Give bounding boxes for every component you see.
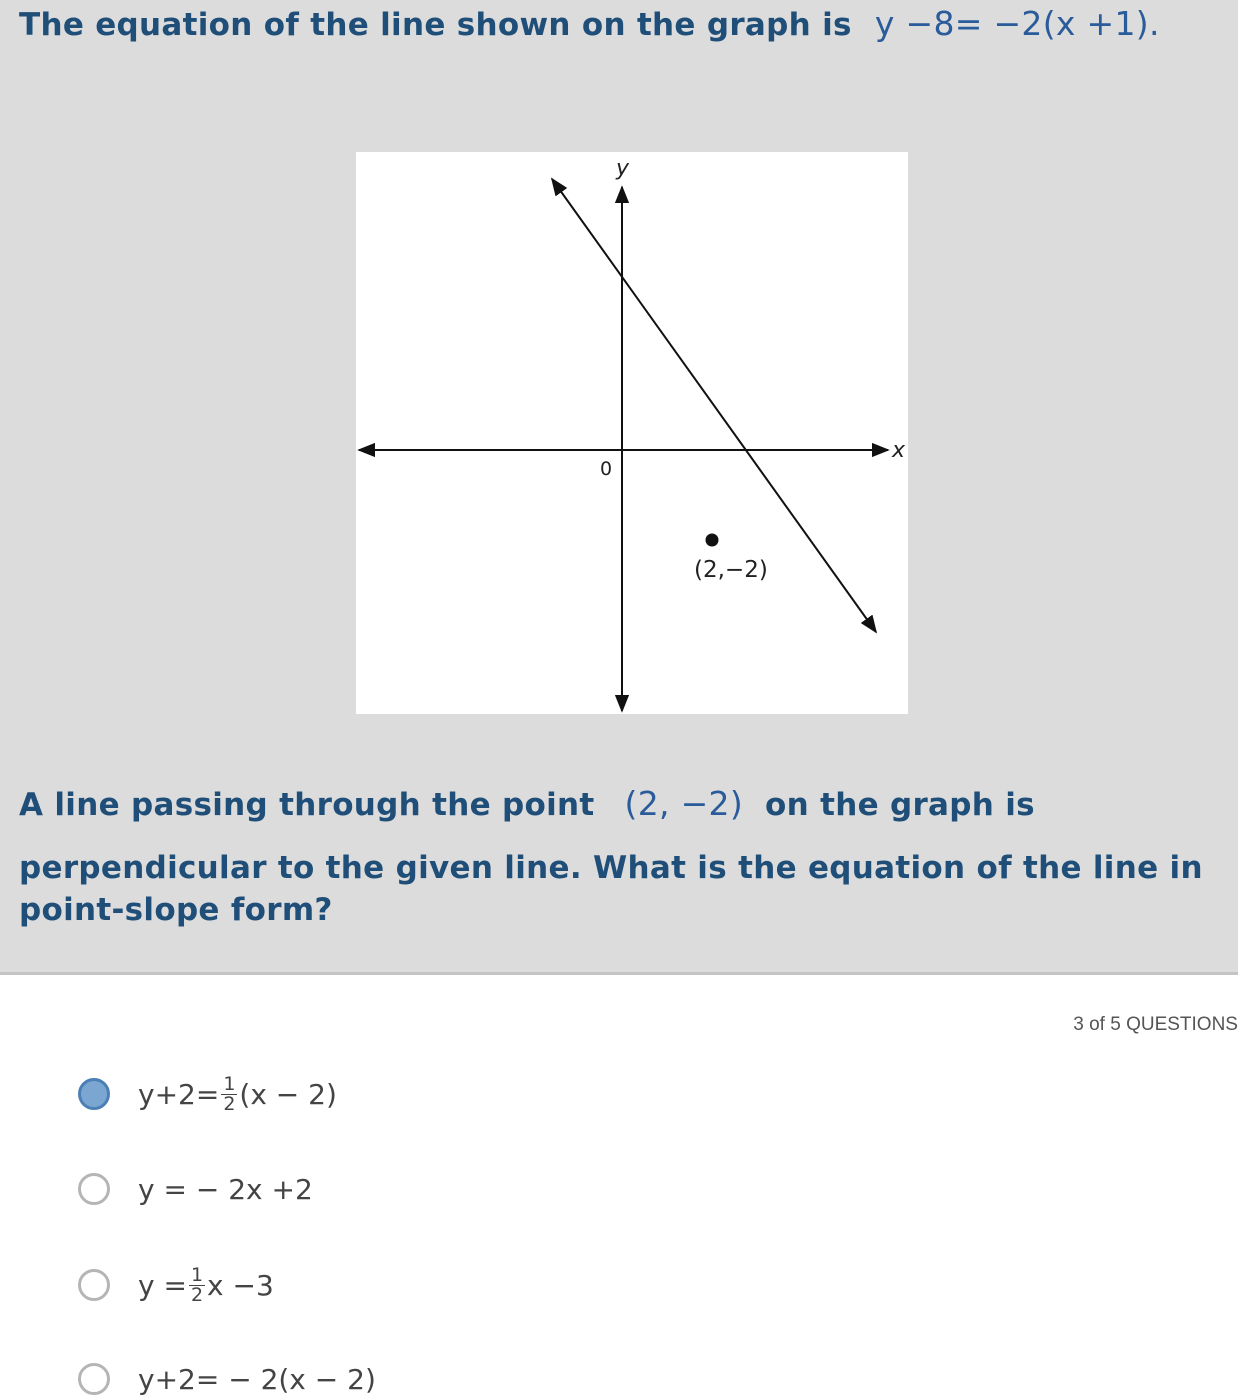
option-2-equation: y = − 2x +2 [138,1172,313,1206]
question-line-2 [19,784,1035,823]
radio-button[interactable] [78,1173,110,1205]
given-point: (2, −2) [624,784,744,823]
fraction: $\frac{1}{2}$ [223,1072,236,1115]
question-text-part-a: A line passing through the point [19,787,595,823]
question-intro [19,4,1160,43]
origin-label: 0 [600,458,613,480]
answer-option-4[interactable] [78,1358,376,1400]
question-line-3: perpendicular to the given line. What is the equation of the line in [19,850,1203,886]
fraction: $\frac{1}{2}$ [190,1263,204,1306]
option-4-equation: y+2= − 2(x − 2) [138,1362,376,1396]
point-marker [706,534,719,547]
x-axis-label: x [892,438,906,463]
answer-option-1[interactable] [78,1073,337,1115]
radio-button-selected[interactable] [78,1078,110,1110]
question-counter: 3 of 5 QUESTIONS [1073,1014,1238,1035]
answer-option-3[interactable] [78,1264,274,1306]
coordinate-graph [356,152,908,714]
radio-button[interactable] [78,1363,110,1395]
option-1-equation: y+2= $\frac{1}{2}$ (x − 2) [138,1072,337,1115]
graph-svg [356,152,908,714]
y-axis-label: y [616,156,630,181]
question-line-4: point-slope form? [19,892,333,928]
point-label: (2,−2) [694,557,768,583]
given-line-equation: y −8= −2(x +1). [874,4,1160,43]
option-3-equation: y = $\frac{1}{2}$ x −3 [138,1263,274,1306]
radio-button[interactable] [78,1269,110,1301]
answer-option-2[interactable] [78,1168,313,1210]
question-intro-text: The equation of the line shown on the graph is [19,7,852,43]
question-text-part-b: on the graph is [765,787,1035,823]
